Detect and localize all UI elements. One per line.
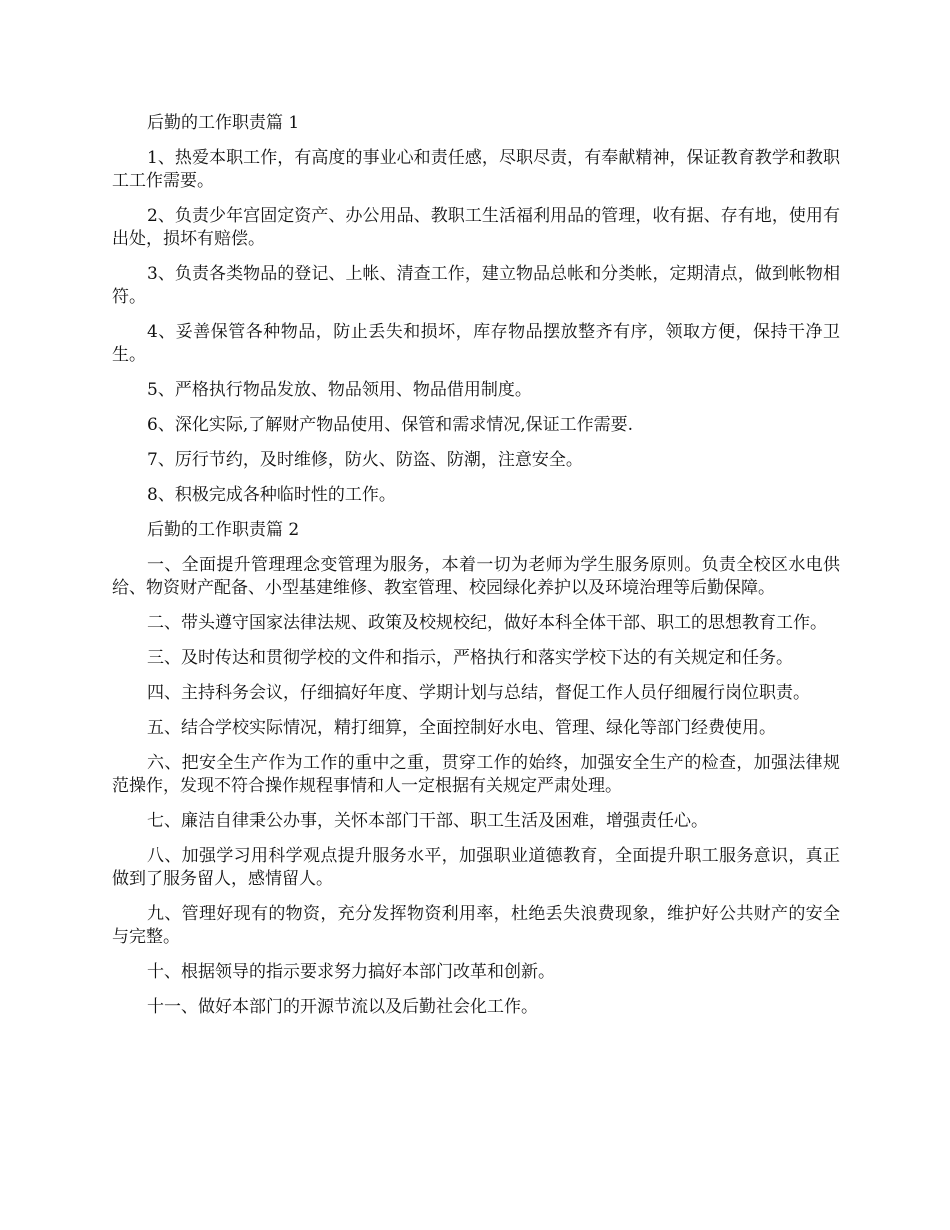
- section-heading: 后勤的工作职责篇 1: [147, 113, 300, 133]
- duty-item: 一、全面提升管理理念变管理为服务，本着一切为老师为学生服务原则。负责全校区水电供给、物资财产配备、小型基建维修、教室管理、校园绿化养护以及环境治理等后勤保障。: [112, 555, 840, 598]
- duty-item: 5、严格执行物品发放、物品领用、物品借用制度。: [147, 380, 532, 400]
- duty-item: 十一、做好本部门的开源节流以及后勤社会化工作。: [147, 997, 538, 1017]
- duty-item: 6、深化实际,了解财产物品使用、保管和需求情况,保证工作需要.: [147, 415, 634, 435]
- duty-item: 四、主持科务会议，仔细搞好年度、学期计划与总结，督促工作人员仔细履行岗位职责。: [147, 683, 810, 703]
- duty-item: 十、根据领导的指示要求努力搞好本部门改革和创新。: [147, 962, 555, 982]
- duty-item: 三、及时传达和贯彻学校的文件和指示，严格执行和落实学校下达的有关规定和任务。: [147, 648, 793, 668]
- document-body: [112, 112, 840, 1031]
- duty-item: 五、结合学校实际情况，精打细算，全面控制好水电、管理、绿化等部门经费使用。: [147, 718, 776, 738]
- duty-item: 8、积极完成各种临时性的工作。: [147, 485, 396, 505]
- duty-item: 2、负责少年宫固定资产、办公用品、教职工生活福利用品的管理，收有据、存有地，使用有出处，损坏有赔偿。: [112, 206, 840, 249]
- duty-item: 七、廉洁自律秉公办事，关怀本部门干部、职工生活及困难，增强责任心。: [147, 811, 708, 831]
- duty-item: 4、妥善保管各种物品，防止丢失和损坏，库存物品摆放整齐有序，领取方便，保持干净卫生。: [112, 322, 840, 365]
- duty-item: 7、厉行节约，及时维修，防火、防盗、防潮，注意安全。: [147, 450, 583, 470]
- duty-item: 3、负责各类物品的登记、上帐、清查工作，建立物品总帐和分类帐，定期清点，做到帐物相符。: [112, 264, 840, 307]
- section-heading: 后勤的工作职责篇 2: [147, 520, 300, 540]
- duty-item: 六、把安全生产作为工作的重中之重，贯穿工作的始终，加强安全生产的检查，加强法律规范操作，发现不符合操作规程事情和人一定根据有关规定严肃处理。: [112, 753, 840, 796]
- duty-item: 九、管理好现有的物资，充分发挥物资利用率，杜绝丢失浪费现象，维护好公共财产的安全与完整。: [112, 904, 840, 947]
- duty-item: 1、热爱本职工作，有高度的事业心和责任感，尽职尽责，有奉献精神，保证教育教学和教职工工作需要。: [112, 148, 840, 191]
- duty-item: 二、带头遵守国家法律法规、政策及校规校纪，做好本科全体干部、职工的思想教育工作。: [147, 613, 827, 633]
- duty-item: 八、加强学习用科学观点提升服务水平，加强职业道德教育，全面提升职工服务意识，真正做到了服务留人，感情留人。: [112, 846, 840, 889]
